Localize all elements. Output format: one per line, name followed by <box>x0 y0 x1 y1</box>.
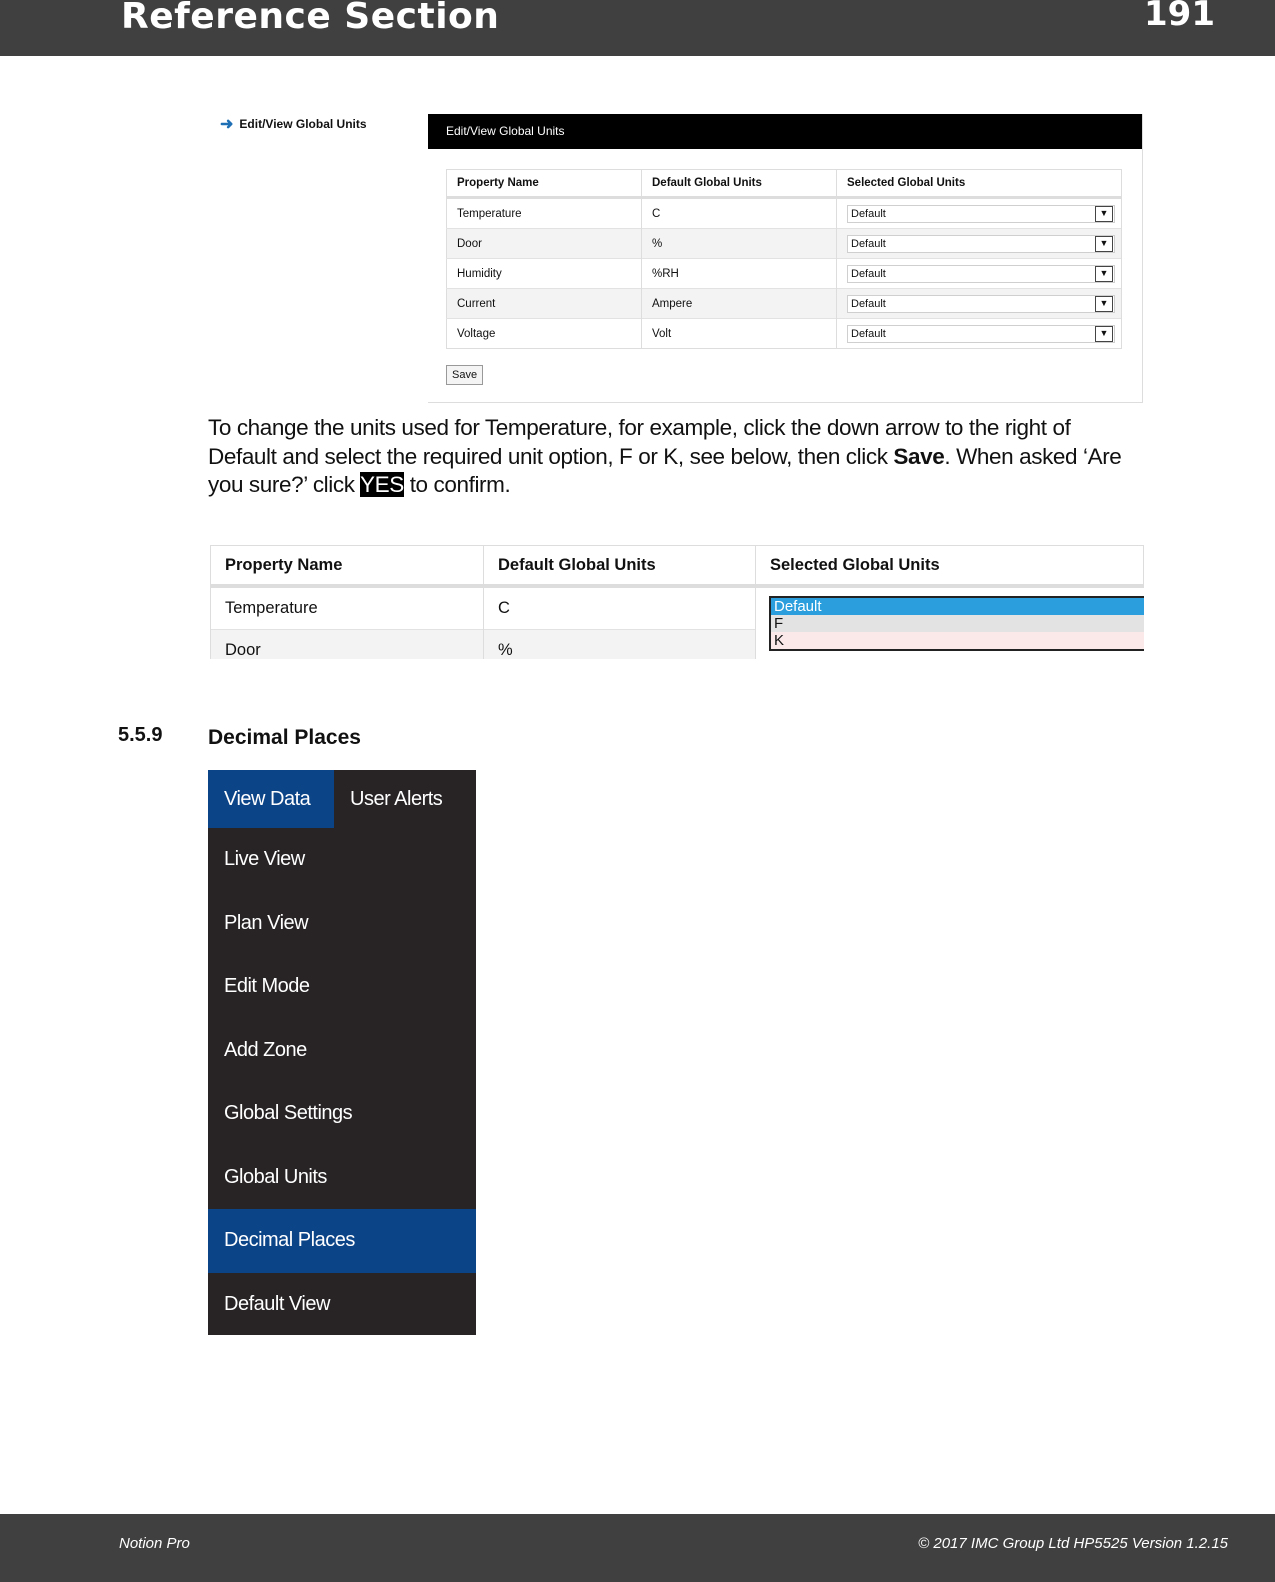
col-default-global-units: Default Global Units <box>484 546 756 586</box>
selected-value: Default <box>851 267 886 280</box>
property-name: Voltage <box>447 319 642 349</box>
unit-select-humidity[interactable] <box>847 265 1115 283</box>
unit-options-dropdown[interactable] <box>769 596 1144 651</box>
global-units-panel <box>428 114 1143 403</box>
para-save-word: Save <box>893 443 945 469</box>
selected-value: Default <box>851 207 886 220</box>
zoomed-table <box>211 546 1144 659</box>
arrow-right-icon: ➜ <box>220 116 234 133</box>
selected-value: Default <box>851 237 886 250</box>
default-unit: %RH <box>642 259 837 289</box>
edit-view-global-units-label: Edit/View Global Units <box>239 117 367 131</box>
edit-view-global-units-link[interactable] <box>220 114 367 134</box>
default-unit: % <box>484 630 756 660</box>
chevron-down-icon[interactable]: ▼ <box>1095 206 1113 222</box>
para-yes-word: YES <box>360 472 404 497</box>
tab-view-data[interactable]: View Data <box>208 770 334 828</box>
property-name: Humidity <box>447 259 642 289</box>
chevron-down-icon[interactable]: ▼ <box>1095 266 1113 282</box>
chevron-down-icon[interactable]: ▼ <box>1095 236 1113 252</box>
col-property-name: Property Name <box>211 546 484 586</box>
table-row <box>447 319 1122 349</box>
para-text-3: to confirm. <box>403 472 511 497</box>
property-name: Temperature <box>211 586 484 630</box>
section-heading: Decimal Places <box>208 726 361 749</box>
view-data-menu <box>208 770 476 1335</box>
table-row <box>447 229 1122 259</box>
tab-user-alerts[interactable]: User Alerts <box>350 787 443 810</box>
section-number: 5.5.9 <box>118 724 163 746</box>
property-name: Temperature <box>447 198 642 229</box>
col-selected-global-units: Selected Global Units <box>756 546 1144 586</box>
option-f[interactable]: F <box>771 615 1144 632</box>
default-unit: % <box>642 229 837 259</box>
selected-value: Default <box>851 327 886 340</box>
chevron-down-icon[interactable]: ▼ <box>1095 326 1113 342</box>
menu-item-edit-mode[interactable]: Edit Mode <box>224 975 310 998</box>
page-footer <box>0 1514 1275 1582</box>
table-row <box>447 289 1122 319</box>
default-unit: Volt <box>642 319 837 349</box>
property-name: Door <box>447 229 642 259</box>
section-title-header: Reference Section <box>121 0 500 37</box>
property-name: Current <box>447 289 642 319</box>
default-unit: C <box>642 198 837 229</box>
menu-item-default-view[interactable]: Default View <box>224 1292 330 1315</box>
global-units-table <box>446 169 1122 349</box>
selected-units-cell <box>756 586 1144 659</box>
option-k[interactable]: K <box>771 632 1144 649</box>
chevron-down-icon[interactable]: ▼ <box>1095 296 1113 312</box>
default-unit: C <box>484 586 756 630</box>
col-default-global-units: Default Global Units <box>642 170 837 198</box>
col-selected-global-units: Selected Global Units <box>837 170 1122 198</box>
menu-item-plan-view[interactable]: Plan View <box>224 911 309 934</box>
para-text-1: To change the units used for Temperature, for example, click the down arrow to the right of Default and select the required unit option, F or K, see below, then click <box>208 415 1071 469</box>
page-header <box>0 0 1275 56</box>
menu-item-global-units[interactable]: Global Units <box>224 1165 327 1188</box>
selected-value: Default <box>851 297 886 310</box>
col-property-name: Property Name <box>447 170 642 198</box>
instruction-paragraph <box>208 414 1138 500</box>
unit-select-door[interactable] <box>847 235 1115 253</box>
zoomed-units-table <box>210 545 1144 659</box>
menu-item-decimal-places[interactable]: Decimal Places <box>208 1209 476 1273</box>
menu-item-live-view[interactable]: Live View <box>224 848 305 871</box>
table-row <box>447 259 1122 289</box>
option-default[interactable]: Default <box>771 598 1144 615</box>
default-unit: Ampere <box>642 289 837 319</box>
unit-select-voltage[interactable] <box>847 325 1115 343</box>
footer-product: Notion Pro <box>119 1535 190 1552</box>
menu-tabs <box>208 770 476 828</box>
page-number: 191 <box>1144 0 1215 34</box>
table-row <box>447 198 1122 229</box>
unit-select-temperature[interactable] <box>847 205 1115 223</box>
para-text-2: . When asked ‘Are you sure?’ click <box>208 443 1122 497</box>
property-name: Door <box>211 630 484 660</box>
unit-select-current[interactable] <box>847 295 1115 313</box>
save-button[interactable]: Save <box>446 365 483 385</box>
panel-title-bar: Edit/View Global Units <box>428 114 1142 149</box>
footer-copyright: © 2017 IMC Group Ltd HP5525 Version 1.2.15 <box>918 1535 1228 1552</box>
menu-item-add-zone[interactable]: Add Zone <box>224 1038 307 1061</box>
menu-item-global-settings[interactable]: Global Settings <box>224 1102 353 1125</box>
table-row <box>211 586 1144 630</box>
